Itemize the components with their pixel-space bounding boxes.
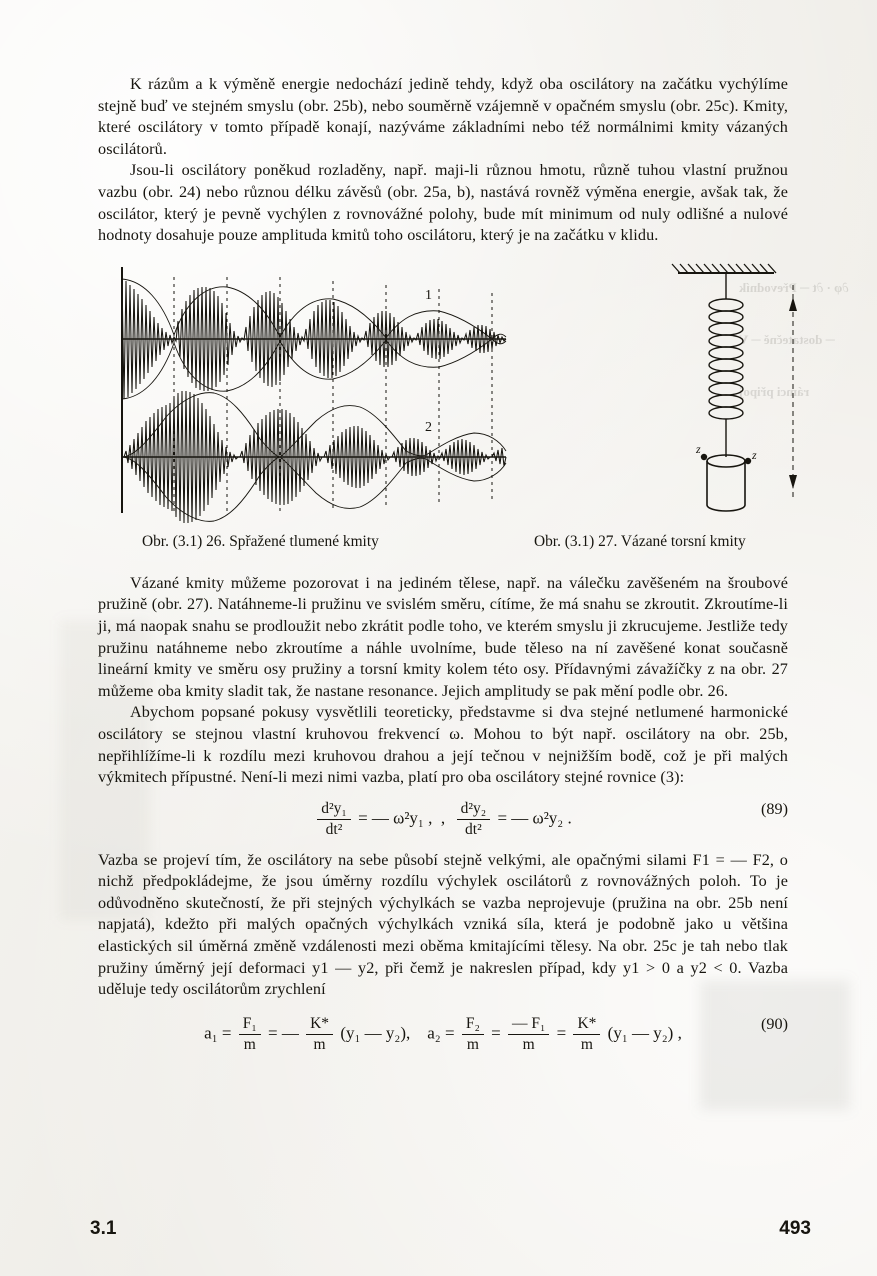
figure-left-caption: Obr. (3.1) 26. Spřažené tlumené kmity	[142, 532, 379, 550]
eq89-right-numerator: d²y₂	[457, 800, 491, 820]
eq90-a2-label: a₂	[427, 1023, 441, 1043]
eq89-left-numerator: d²y₁	[317, 800, 351, 820]
eq90-a2-f2-num: F₂	[462, 1015, 484, 1035]
page-number: 493	[779, 1218, 811, 1239]
equation-89: $\frac{\text{d²y₁}}{\text{dt²}}$ = — ω²y₁ , , $\frac{\text{d²y₂}}{\text{dt²}}$ = — ω²y₂ . (89)	[98, 800, 788, 839]
weight-right-dot	[745, 458, 751, 464]
eq89-right-rhs: = — ω²y₂ .	[497, 808, 572, 828]
paragraph-1: K rázům a k výměně energie nedochází jedině tehdy, když oba oscilátory na začátku vychýlíme stejně buď ve stejném smyslu (obr. 25b), nebo souměrně vzájemně v opačném smyslu (obr. 25c). Kmity, které oscilátory v tomto případě konají, nazýváme základními nebo též normálnimi kmity vázaných oscilátorů.	[98, 75, 788, 158]
eq89-right-fraction	[457, 800, 491, 839]
eq90-a1-k-den: m	[313, 1035, 326, 1053]
eq89-left-fraction	[317, 800, 351, 839]
equation-90: a₁ = $\frac{\text{F₁}}{m}$ = — $\frac{K*}{m}$ (y₁ — y₂), a₂ = $\frac{\text{F₂}}{m}$ = $\frac{\text{— F₁}}{m}$ = $\frac{K*}{m}$ (y₁ — y₂) , (90)	[204, 1014, 788, 1053]
paragraph-4: Abychom popsané pokusy vysvětlili teoreticky, představme si dva stejné netlumené harmonické oscilátory se stejnou vlastní kruhovou frekvencí ω. Mohou to být např. oscilátory na obr. 25b, nepřihlížíme-li k rozdílu mezi kruhovou drahou a její tečnou v nejnižším bodě, což je při malých výkmitech přípustné. Není-li mezi nimi vazba, platí pro oba oscilátory stejné rovnice (3):	[98, 703, 788, 787]
paragraph-3: Vázané kmity můžeme pozorovat i na jediném tělese, např. na válečku zavěšeném na šroubové pružině (obr. 27). Natáhneme-li pružinu ve svislém směru, cítíme, že má snahu se zkroutit. Zkroutíme-li ji, má naopak snahu se prodloužit nebo zkrátit podle toho, ve kterém smyslu ji zkrucujeme. Jestliže tedy pružinu natáhneme nebo zkroutíme a náhle uvolníme, bude těleso na ní zavěšené konat současně lineární kmity ve směru osy pružiny a torsní kmity kolem této osy. Přídavnými závažíčky z na obr. 27 můžeme oba kmity sladit tak, že nastane resonance. Jejich amplitudy se pak mění podle obr. 26.	[98, 573, 788, 700]
eq90-a1-f1-num: F₁	[239, 1015, 261, 1035]
weight-left-dot	[701, 454, 707, 460]
page-content	[98, 74, 788, 1065]
eq90-a2-k	[573, 1015, 600, 1054]
figure-coupled-damped-oscillations	[114, 261, 514, 529]
eq90-a1-k-num: K*	[306, 1015, 333, 1035]
section-marker: 3.1	[90, 1218, 117, 1239]
eq90-a1-f1-den: m	[243, 1035, 256, 1053]
eq90-a2-mf-den: m	[522, 1035, 535, 1053]
paragraph-5: Vazba se projeví tím, že oscilátory na sebe působí stejně velkými, ale opačnými silami F1 = — F2, o nichž předpokládejme, že jsou úměrny rozdílu výchylek oscilátorů z rovnovážných poloh. To je odůvodněno skutečností, že při stejných výchylkách se vazba neprojevuje (pružina na obr. 25b není napjatá), kdežto při malých opačných výchylkách vzniká síla, která je podobně jako u většina elastických sil úměrná změně vzdálenosti mezi oběma kmitajícími tělesy. Na obr. 25c je tah nebo tlak pružiny úměrný její deformaci y1 — y2, při čemž je nakreslen případ, kdy y1 > 0 a y2 < 0. Vazba uděluje tedy oscilátorům zrychlení	[98, 850, 788, 999]
eq90-a2-k-den: m	[580, 1035, 593, 1053]
label-weight-right: z	[752, 447, 757, 462]
eq90-number: (90)	[761, 1014, 788, 1033]
eq90-a2-f2-den: m	[466, 1035, 479, 1053]
eq90-a1-k	[306, 1015, 333, 1054]
eq90-a2-f2	[462, 1015, 484, 1054]
eq89-left-rhs: = — ω²y₁ ,	[358, 808, 433, 828]
label-weight-left: z	[696, 441, 701, 456]
eq89-number: (89)	[761, 799, 788, 818]
eq90-a1-tail: (y₁ — y₂),	[340, 1023, 411, 1043]
eq90-a2-mf	[508, 1015, 549, 1054]
eq90-a2-k-num: K*	[573, 1015, 600, 1035]
paragraph-2: Jsou-li oscilátory poněkud rozladěny, např. maji-li různou hmotu, různě tuhou vlastní pružnou vazbu (obr. 24) nebo různou délku závěsů (obr. 25a, b), nastává rovněž výměna energie, avšak tak, že oscilátor, který je pevně vychýlen z rovnovážné polohy, bude mít minimum od nuly odlišné a nulové hodnoty dosahuje pouze amplituda kmitů toho oscilátoru, který je na začátku v klidu.	[98, 161, 788, 245]
figure-label-2: 2	[425, 419, 432, 435]
eq90-a1-f1	[239, 1015, 261, 1054]
figure-label-1: 1	[425, 287, 432, 303]
eq89-right-denominator: dt²	[465, 820, 482, 838]
eq90-a2-tail: (y₁ — y₂) ,	[607, 1023, 682, 1043]
figure-right-caption: Obr. (3.1) 27. Vázané torsní kmity	[534, 532, 746, 550]
figure-block	[98, 261, 788, 561]
figure-torsional-oscillations	[626, 261, 826, 529]
eq90-a2-mf-num: — F₁	[508, 1015, 549, 1035]
eq89-left-denominator: dt²	[325, 820, 343, 838]
eq90-a1-label: a₁	[204, 1023, 218, 1043]
